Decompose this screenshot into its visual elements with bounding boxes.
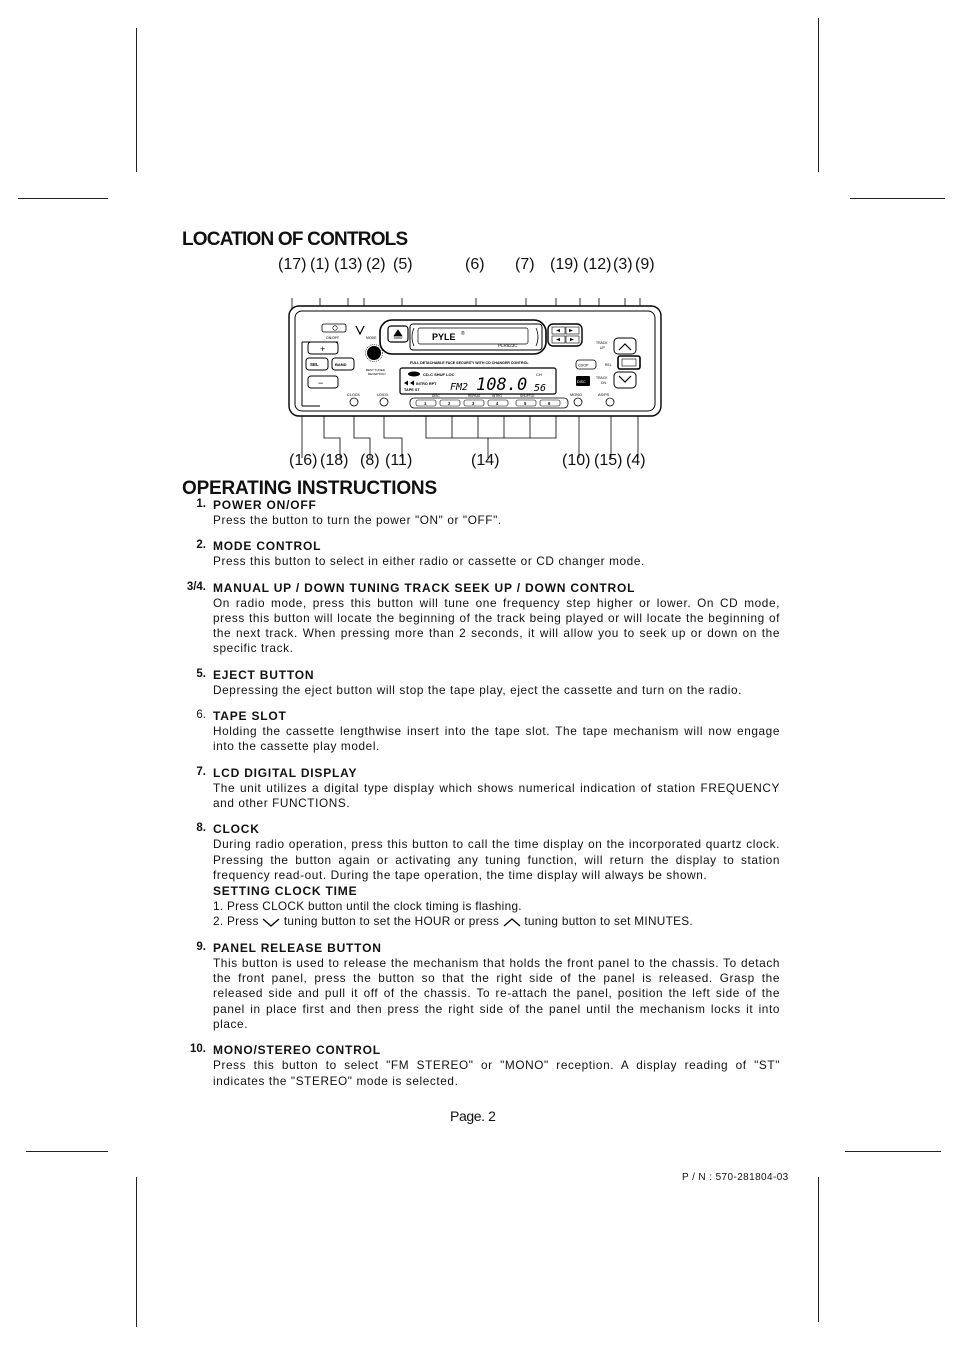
label-shuffle: SHUFFLE — [520, 394, 535, 398]
label-reception: RECEPTION — [368, 372, 386, 376]
model-number: PLR923C — [498, 343, 518, 348]
lcd-band: FM2 — [450, 382, 469, 393]
item-number: 6. — [196, 709, 206, 722]
callout-7: (7) — [515, 256, 535, 273]
operating-instructions-heading: OPERATING INSTRUCTIONS — [182, 478, 437, 499]
callout-19: (19) — [550, 256, 579, 273]
instruction-clock — [180, 822, 780, 929]
label-disc-keys: DISC — [432, 394, 440, 398]
label-rel: REL — [605, 363, 612, 367]
item-heading: PANEL RELEASE BUTTON — [213, 940, 382, 955]
item-heading: LCD DIGITAL DISPLAY — [213, 765, 358, 780]
clock-step-2-end: tuning button to set MINUTES. — [524, 914, 694, 929]
item-heading: MANUAL UP / DOWN TUNING TRACK SEEK UP / DOWN CONTROL — [213, 580, 636, 595]
label-repeat: REPEAT — [468, 394, 481, 398]
callout-6: (6) — [465, 256, 485, 273]
volume-down-symbol: − — [318, 378, 324, 388]
callout-13: (13) — [334, 256, 363, 273]
label-mono: MONO — [570, 393, 582, 397]
preset-5: 5 — [524, 401, 527, 406]
crop-mark — [850, 198, 945, 199]
lcd-intro-rpt: INTRO RPT — [416, 382, 437, 386]
lcd-indicators-top: CD-C SHUF LOC — [423, 372, 455, 377]
preset-3: 3 — [472, 401, 475, 406]
panel-tagline: FULL DETACHABLE FACE SECURITY WITH CD CHANGER CONTROL — [410, 361, 529, 365]
clock-step-1: 1. Press CLOCK button until the clock timing is flashing. — [213, 899, 522, 914]
label-asps: AS/PS — [598, 393, 610, 397]
clock-step-2-start: 2. Press — [213, 914, 259, 929]
lcd-channel: 56 — [534, 383, 547, 394]
crop-mark — [136, 1177, 137, 1327]
crop-mark — [26, 1151, 108, 1152]
callout-5: (5) — [393, 256, 413, 273]
item-body: Press this button to select "FM STEREO" or "MONO" reception. A display reading of "ST" indicates the "STEREO" mode is selected. — [213, 1058, 780, 1088]
item-body: On radio mode, press this button will tune one frequency step higher or lower. On CD mode, press this button will locate the beginning of the track being played or will locate the beginning of the next track. When pressing more than 2 seconds, it will allow you to seek up or down on the specific track. — [213, 595, 780, 656]
preset-2: 2 — [448, 401, 451, 406]
setting-clock-heading: SETTING CLOCK TIME — [213, 884, 358, 899]
label-track-up: TRACK — [596, 341, 608, 345]
volume-up-symbol: + — [320, 344, 326, 354]
callout-14: (14) — [471, 452, 500, 469]
chevron-up-icon — [503, 918, 521, 927]
label-up: UP — [600, 346, 605, 350]
item-body: The unit utilizes a digital type display which shows numerical indication of station FREQUENCY and other FUNCTIONS. — [213, 780, 780, 810]
callout-8: (8) — [360, 452, 380, 469]
item-number: 5. — [196, 667, 206, 680]
callout-16: (16) — [289, 452, 318, 469]
label-band: BAND — [335, 362, 347, 367]
item-heading: MONO/STEREO CONTROL — [213, 1043, 381, 1058]
item-number: 9. — [196, 940, 206, 953]
car-stereo-faceplate-diagram — [280, 298, 670, 468]
label-lodx: LO/DX — [377, 393, 389, 397]
location-of-controls-heading: LOCATION OF CONTROLS — [182, 229, 408, 250]
callout-18: (18) — [320, 452, 349, 469]
callout-17: (17) — [278, 256, 307, 273]
instruction-panel-release — [180, 941, 780, 1032]
callout-1: (1) — [310, 256, 330, 273]
callout-2: (2) — [366, 256, 386, 273]
item-number: 8. — [196, 822, 206, 835]
preset-6: 6 — [548, 401, 551, 406]
label-intro: INTRO — [492, 394, 502, 398]
label-track-dn: TRACK — [596, 376, 608, 380]
label-mode: MODE — [366, 336, 377, 340]
label-onoff: ON/OFF — [326, 336, 340, 340]
item-body: Holding the cassette lengthwise insert into the tape slot. The tape mechanism will now engage into the cassette play model. — [213, 724, 780, 754]
item-number: 1. — [196, 498, 206, 510]
brand-logo: PYLE — [432, 332, 456, 342]
registered-mark: ® — [461, 331, 465, 337]
label-dn: DN — [601, 381, 606, 385]
item-heading: CLOCK — [213, 822, 260, 837]
item-heading: EJECT BUTTON — [213, 667, 315, 682]
item-heading: MODE CONTROL — [213, 539, 322, 554]
callout-12: (12) — [583, 256, 612, 273]
crop-mark — [818, 1177, 819, 1322]
callout-15: (15) — [594, 452, 623, 469]
item-number: 2. — [196, 539, 206, 552]
label-disc: DISC — [577, 380, 586, 384]
instruction-tape-slot — [180, 709, 780, 755]
label-cdop: CDOP — [578, 363, 589, 368]
clock-step-2-middle: tuning button to set the HOUR or press — [283, 914, 500, 929]
preset-1: 1 — [424, 401, 427, 406]
item-number: 3/4. — [186, 580, 206, 593]
label-clock: CLOCK — [347, 393, 361, 397]
page-number: Page. 2 — [450, 1108, 496, 1124]
item-body: Depressing the eject button will stop the tape play, eject the cassette and turn on the radio. — [213, 682, 743, 697]
part-number: P / N : 570-281804-03 — [682, 1172, 789, 1183]
item-body: This button is used to release the mechanism that holds the front panel to the chassis. To detach the front panel, press the button so that the right side of the panel is released. Grasp the released side and pull it off of the chassis. To re-attach the panel, position the left side of the panel in place first and then press the right side of the panel until the mechanism locks it into place. — [213, 955, 780, 1031]
crop-mark — [136, 28, 137, 172]
label-sel: SEL — [310, 362, 319, 367]
lcd-frequency: 108.0 — [476, 375, 528, 395]
item-body: During radio operation, press this button to call the time display on the incorporated quartz clock. Pressing the button again or activating any tuning function, will return the display to station frequency read-out. During the tape operation, the time display will always be shown. — [213, 837, 780, 882]
callout-11: (11) — [385, 452, 413, 469]
item-number: 7. — [196, 765, 206, 778]
clock-step-2 — [213, 914, 780, 929]
callout-3: (3) — [613, 256, 633, 273]
callout-10: (10) — [562, 452, 591, 469]
item-heading: TAPE SLOT — [213, 709, 287, 724]
callout-4: (4) — [626, 452, 646, 469]
crop-mark — [845, 1151, 941, 1152]
instructions-list — [180, 498, 780, 1100]
instruction-mode — [180, 539, 780, 569]
instruction-tuning — [180, 581, 780, 657]
crop-mark — [18, 198, 108, 199]
instruction-power — [180, 498, 780, 528]
item-body: Press this button to select in either radio or cassette or CD changer mode. — [213, 554, 645, 569]
callout-9: (9) — [635, 256, 655, 273]
item-number: 10. — [190, 1043, 206, 1056]
instruction-lcd — [180, 766, 780, 812]
lcd-tape-st: TAPE ST — [404, 388, 420, 392]
item-heading: POWER ON/OFF — [213, 498, 317, 512]
instruction-mono-stereo — [180, 1043, 780, 1089]
chevron-down-icon — [262, 918, 280, 927]
label-best-tuner: BEST TUNER — [366, 368, 385, 372]
item-body: Press the button to turn the power "ON" or "OFF". — [213, 513, 502, 527]
crop-mark — [818, 18, 819, 172]
instruction-eject — [180, 668, 780, 698]
lcd-ch: CH — [536, 372, 542, 377]
preset-4: 4 — [496, 401, 499, 406]
